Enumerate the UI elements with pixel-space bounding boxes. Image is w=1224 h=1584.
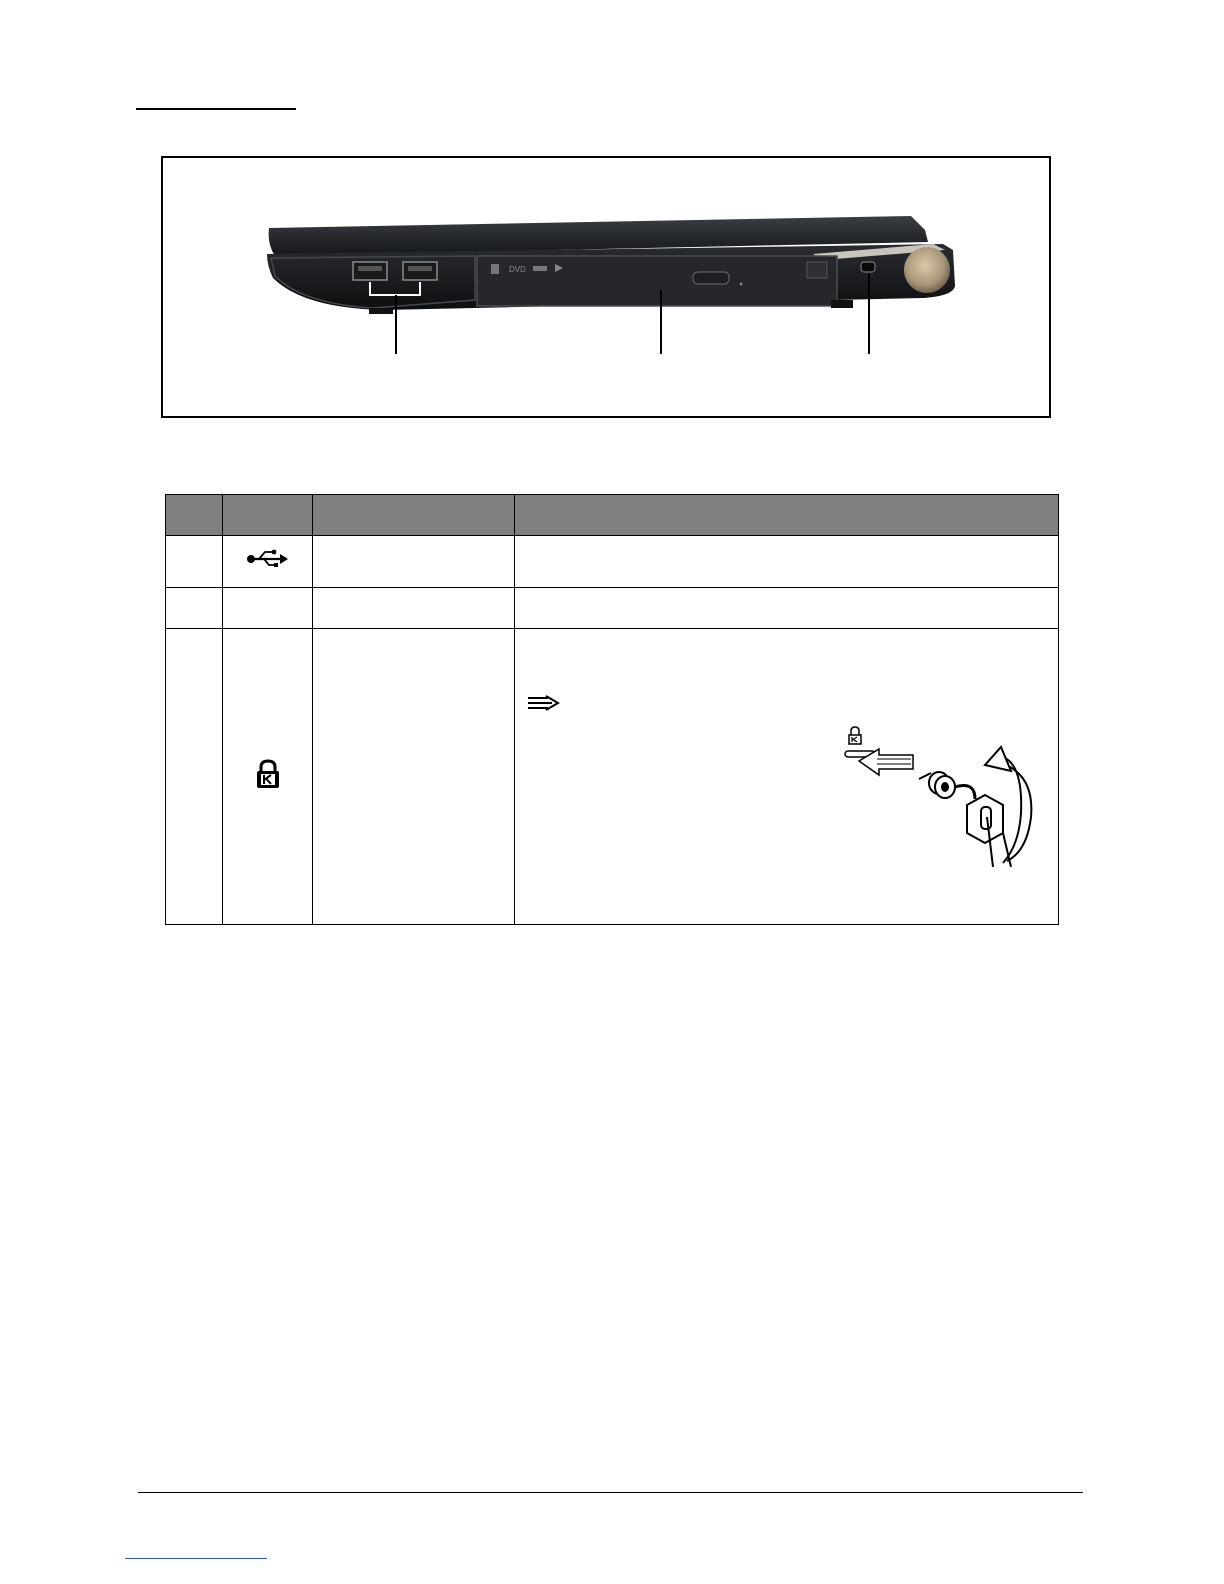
footer-rule bbox=[138, 1492, 1083, 1493]
note-icon bbox=[527, 695, 561, 711]
kensington-lock-illustration bbox=[835, 721, 1045, 871]
laptop-side-view-figure bbox=[161, 156, 1051, 418]
usb-icon bbox=[246, 548, 290, 570]
row-number bbox=[166, 536, 223, 588]
row-description bbox=[515, 629, 1059, 925]
row-number bbox=[166, 629, 223, 925]
section-title-underline bbox=[136, 108, 296, 110]
row-icon-cell bbox=[223, 588, 313, 629]
table-header-row bbox=[166, 495, 1059, 536]
kensington-slot bbox=[861, 262, 875, 272]
row-item bbox=[313, 629, 515, 925]
svg-text:DVD: DVD bbox=[509, 265, 526, 274]
header-description bbox=[515, 495, 1059, 536]
row-item bbox=[313, 588, 515, 629]
table-row bbox=[166, 536, 1059, 588]
table-row bbox=[166, 588, 1059, 629]
row-description bbox=[515, 536, 1059, 588]
header-number bbox=[166, 495, 223, 536]
footer-link-underline bbox=[125, 1558, 267, 1559]
hinge-knob bbox=[904, 247, 950, 293]
optical-drive bbox=[477, 256, 837, 306]
row-description bbox=[515, 588, 1059, 629]
header-icon bbox=[223, 495, 313, 536]
table-row bbox=[166, 629, 1059, 925]
kensington-lock-icon bbox=[255, 759, 281, 789]
laptop-right-side-photo bbox=[163, 158, 1053, 420]
ports-table bbox=[165, 494, 1059, 925]
row-number bbox=[166, 588, 223, 629]
row-icon-cell bbox=[223, 629, 313, 925]
row-icon-cell bbox=[223, 536, 313, 588]
eject-button bbox=[693, 272, 729, 284]
row-item bbox=[313, 536, 515, 588]
header-item bbox=[313, 495, 515, 536]
